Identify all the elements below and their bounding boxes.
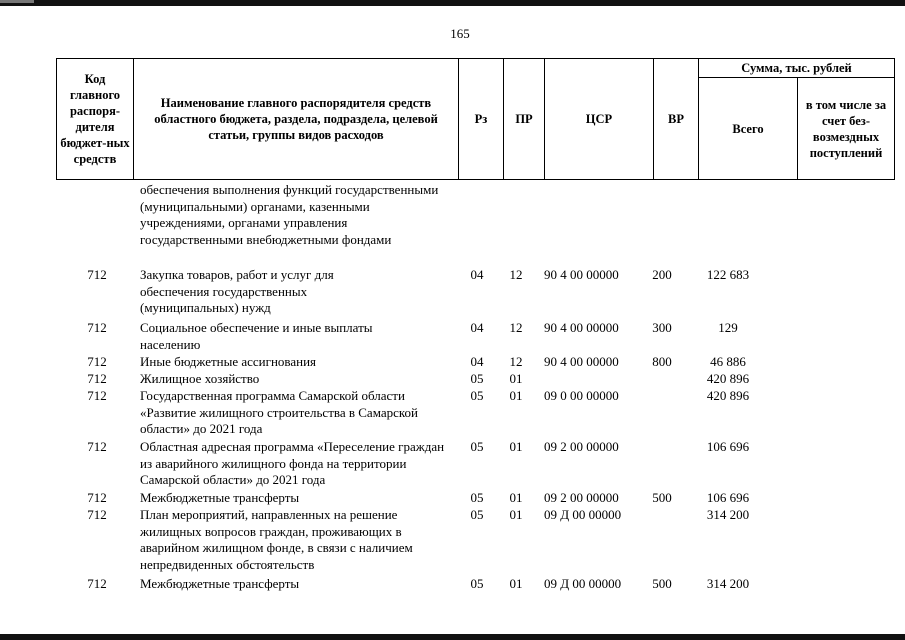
- row-csr: 90 4 00 00000: [544, 354, 619, 369]
- row-rz: 05: [470, 576, 484, 591]
- row-vsego: 314 200: [706, 576, 750, 591]
- row-vr: 800: [652, 354, 672, 369]
- row-vr: 500: [652, 490, 672, 505]
- row-kod: 712: [87, 439, 107, 454]
- row-vr: 300: [652, 320, 672, 335]
- row-name: Закупка товаров, работ и услуг для обеспечения государственных (муниципальных) нужд: [140, 267, 334, 315]
- row-rz: 05: [470, 388, 484, 403]
- row-rz: 05: [470, 490, 484, 505]
- row-pr: 01: [509, 507, 523, 522]
- row-kod: 712: [87, 576, 107, 591]
- header-name: Наименование главного распорядителя средств областного бюджета, раздела, подраздела, целевой статьи, группы видов расходов: [134, 59, 459, 180]
- header-vr: ВР: [654, 59, 699, 180]
- header-vsego: Всего: [699, 78, 798, 180]
- row-pr: 12: [509, 267, 523, 282]
- row-csr: 09 0 00 00000: [544, 388, 619, 403]
- row-pr: 01: [509, 439, 523, 454]
- row-rz: 04: [470, 320, 484, 335]
- continuation-text: обеспечения выполнения функций государственными (муниципальными) органами, казенными учреждениями, органами управления государственными внебюджетными фондами: [140, 182, 439, 247]
- row-pr: 12: [509, 320, 523, 335]
- row-vsego: 129: [718, 320, 738, 335]
- header-summa: Сумма, тыс. рублей: [699, 59, 895, 78]
- row-name: Областная адресная программа «Переселение граждан из аварийного жилищного фонда на территории Самарской области» до 2021 года: [140, 439, 445, 487]
- row-csr: 09 Д 00 00000: [544, 507, 622, 522]
- header-kod: Код главного распоря-дителя бюджет-ных средств: [57, 59, 134, 180]
- row-vsego: 46 886: [710, 354, 746, 369]
- row-kod: 712: [87, 320, 107, 335]
- row-kod: 712: [87, 267, 107, 282]
- row-rz: 05: [470, 371, 484, 386]
- row-name: Межбюджетные трансферты: [140, 490, 300, 505]
- page-number: 165: [450, 26, 470, 41]
- row-pr: 01: [509, 490, 523, 505]
- header-v-tom-chisle: в том числе за счет без-возмездных поступлений: [798, 78, 895, 180]
- row-vsego: 314 200: [706, 507, 750, 522]
- row-vsego: 420 896: [706, 371, 750, 386]
- row-vsego: 420 896: [706, 388, 750, 403]
- row-name: Иные бюджетные ассигнования: [140, 354, 317, 369]
- scan-bottom-border: [0, 634, 905, 640]
- row-kod: 712: [87, 354, 107, 369]
- row-csr: 90 4 00 00000: [544, 320, 619, 335]
- row-rz: 05: [470, 507, 484, 522]
- row-vsego: 106 696: [706, 490, 750, 505]
- row-rz: 05: [470, 439, 484, 454]
- table-header: [56, 58, 895, 180]
- row-vr: 500: [652, 576, 672, 591]
- row-kod: 712: [87, 507, 107, 522]
- row-vsego: 122 683: [706, 267, 750, 282]
- row-pr: 01: [509, 576, 523, 591]
- row-name: Жилищное хозяйство: [140, 371, 260, 386]
- row-csr: 09 2 00 00000: [544, 439, 619, 454]
- row-name: План мероприятий, направленных на решение жилищных вопросов граждан, проживающих в аварийном жилищном фонде, в связи с наличием непредвиденных обстоятельств: [140, 507, 413, 572]
- header-rz: Рз: [459, 59, 504, 180]
- row-name: Государственная программа Самарской области «Развитие жилищного строительства в Самарской области» до 2021 года: [140, 388, 418, 436]
- scan-top-mark: [0, 0, 34, 3]
- row-rz: 04: [470, 354, 484, 369]
- row-pr: 01: [509, 388, 523, 403]
- header-csr: ЦСР: [545, 59, 654, 180]
- row-pr: 01: [509, 371, 523, 386]
- scan-top-border: [0, 0, 905, 6]
- row-kod: 712: [87, 371, 107, 386]
- row-vr: 200: [652, 267, 672, 282]
- row-name: Социальное обеспечение и иные выплаты населению: [140, 320, 373, 352]
- row-kod: 712: [87, 490, 107, 505]
- row-vsego: 106 696: [706, 439, 750, 454]
- row-csr: 09 Д 00 00000: [544, 576, 622, 591]
- row-csr: 90 4 00 00000: [544, 267, 619, 282]
- row-kod: 712: [87, 388, 107, 403]
- header-pr: ПР: [504, 59, 545, 180]
- row-pr: 12: [509, 354, 523, 369]
- row-csr: 09 2 00 00000: [544, 490, 619, 505]
- row-name: Межбюджетные трансферты: [140, 576, 300, 591]
- row-rz: 04: [470, 267, 484, 282]
